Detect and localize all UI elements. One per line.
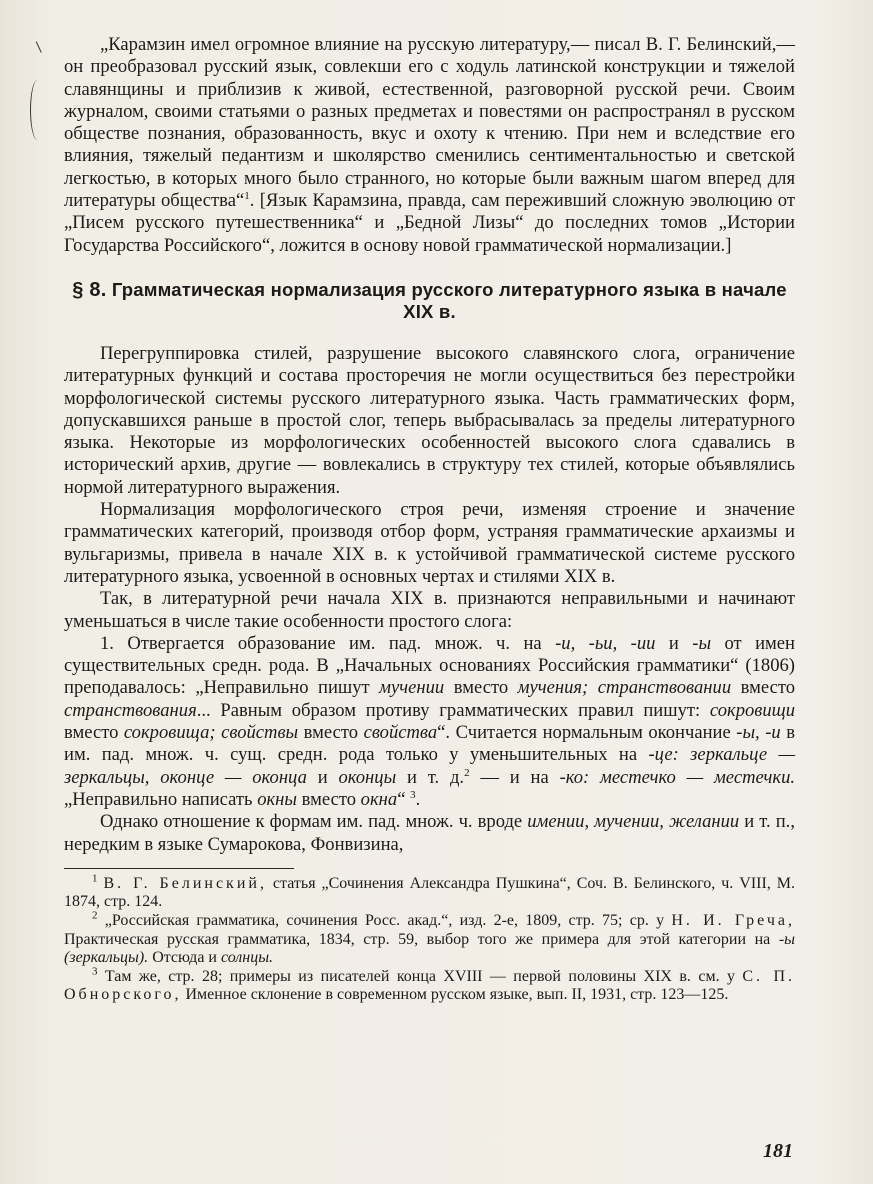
text-run: и т. д.	[396, 766, 465, 788]
footnote-number: 3	[92, 965, 98, 978]
text-run: „Неправильно написать	[64, 788, 258, 810]
intro-quote-text: „Карамзин имел огромное влияние на русскую литературу,— писал В. Г. Белинский,— он преобразовал русский язык, совлекши его с ходуль латинской конструкции и тяжелой славянщины и приблизив к живой, естественной, разговорной русской речи. Своим журналом, своими статьями о разных предметах и повестями он распространял в русском обществе познания, образованность, вкус и охоту к чтению. При нем и вследствие его влияния, тяжелый педантизм и школярство сменились сентиментальностью и светской легкостью, в которых много было странного, но которые были важным шагом вперед для литературы общества“	[64, 34, 795, 212]
italic-run: -ы, -и	[736, 722, 781, 744]
footnote-number: 2	[92, 909, 98, 922]
body-paragraph-1: Перегруппировка стилей, разрушение высокого славянского слога, ограничение литературных функций и состава просторечия не могли осуществиться без перестройки морфологической системы русского литературного языка. Часть грамматических форм, допускавшихся раньше в простой слог, теперь выбрасывалась за пределы литературного языка. Некоторые из морфологических особенностей высокого слога сдавались в исторический архив, другие — вовлекались в структуру тех стилей, которые объявлялись нормой литературного выражения.	[64, 342, 795, 498]
text-run: “. Считается нормальным окончание	[437, 722, 737, 744]
text-run: вместо	[444, 677, 518, 699]
body-paragraph-3: Так, в литературной речи начала XIX в. признаются неправильными и начинают уменьшаться в числе такие особенности простого слога:	[64, 588, 795, 632]
footnote-number: 1	[92, 872, 98, 885]
footnote-text: Практическая русская грамматика, 1834, стр. 59, выбор того же примера для этой категории на	[64, 930, 779, 948]
italic-run: окна	[360, 788, 398, 810]
footnote-author: С. П. Обнорского,	[64, 967, 796, 1004]
italic-run: сокровищи	[709, 699, 795, 721]
footnotes-block	[64, 872, 796, 1005]
footnote-author: В. Г. Белинский,	[103, 874, 267, 892]
margin-pencil-bracket	[30, 80, 45, 140]
section-heading	[64, 279, 795, 323]
text-run: .	[415, 788, 421, 810]
text-run: и	[306, 766, 339, 788]
italic-run: -ко: местечко — местечки.	[559, 766, 796, 788]
intro-paragraph	[64, 34, 795, 257]
footnote-text: Именное склонение в современном русском языке, вып. II, 1931, стр. 123—125.	[181, 986, 729, 1004]
italic-run: -ы (зеркальцы).	[64, 930, 795, 967]
text-run: ... Равным образом противу грамматических правил пишут:	[196, 699, 710, 721]
footnote-ref-2[interactable]: 2	[464, 766, 470, 779]
section-title: Грамматическая нормализация русского литературного языка в начале XIX в.	[111, 278, 787, 322]
text-run: 1. Отвергается образование им. пад. множ. ч. на	[100, 632, 556, 654]
italic-run: мучении	[379, 677, 445, 699]
text-run: вместо	[298, 722, 364, 744]
footnote-text: Там же, стр. 28; примеры из писателей конца XVIII — первой половины XIX в. см. у	[104, 967, 743, 985]
footnote-ref-3[interactable]: 3	[410, 788, 416, 801]
italic-run: мучения; странствовании	[517, 677, 732, 699]
text-run: вместо	[297, 788, 361, 810]
italic-run: сокровища; свойствы	[123, 722, 299, 744]
body-paragraph-5	[64, 811, 795, 856]
text-run: Однако отношение к формам им. пад. множ. ч. вроде	[100, 811, 528, 833]
italic-run: -ы	[692, 632, 712, 654]
margin-pencil-tick	[36, 39, 47, 52]
text-run: “	[397, 788, 411, 810]
italic-run: оконцы	[338, 766, 397, 788]
footnote-text: Отсюда и	[148, 949, 221, 967]
footnote-3	[64, 965, 796, 1005]
italic-run: -це: зеркальце — зеркальцы, оконце — оконца	[64, 744, 795, 788]
body-paragraph-2: Нормализация морфологического строя речи, изменяя строение и значение грамматических категорий, производя отбор форм, устраняя грамматические архаизмы и вульгаризмы, привела в начале XIX в. к устойчивой грамматической системе русского литературного языка, усвоенной в основных чертах и стилями XIX в.	[64, 499, 795, 587]
text-run: вместо	[731, 677, 796, 699]
text-run: в им. пад. множ. ч. сущ. средн. рода только у уменьшительных на	[64, 722, 795, 766]
italic-run: странствования	[64, 699, 197, 721]
footnote-text: статья „Сочинения Александра Пушкина“, Соч. В. Белинского, ч. VIII, М. 1874, стр. 124.	[64, 874, 796, 911]
intro-tail-text: . [Язык Карамзина, правда, сам переживший сложную эволюцию от „Писем русского путешественника“ и „Бедной Лизы“ до последних томов „Истории Государства Российского“, ложится в основу новой грамматической нормализации.]	[64, 190, 795, 256]
text-run: — и на	[469, 766, 560, 788]
italic-run: свойства	[363, 722, 438, 744]
footnote-rule	[64, 868, 294, 869]
footnote-1	[64, 872, 796, 912]
text-run: вместо	[64, 722, 124, 744]
page-number: 181	[763, 1140, 793, 1162]
text-run: и т. п., нередким в языке Сумарокова, Фонвизина,	[64, 811, 795, 855]
footnote-text: „Российская грамматика, сочинения Росс. акад.“, изд. 2-е, 1809, стр. 75; ср. у	[104, 911, 672, 929]
footnote-author: Н. И. Греча,	[671, 911, 796, 929]
italic-run: окны	[257, 788, 297, 810]
italic-run: имении, мучении, желании	[527, 811, 740, 833]
section-number: § 8.	[72, 278, 107, 301]
text-run: от имен существительных средн. рода. В „Начальных основаниях Российския грамматики“ (1806) преподавалось: „Неправильно пишут	[64, 632, 796, 699]
footnote-2	[64, 909, 796, 968]
body-paragraph-4	[64, 633, 795, 811]
text-run: и	[655, 632, 693, 654]
italic-run: солнцы.	[220, 949, 274, 967]
italic-run: -и, -ьи, -ии	[555, 632, 656, 654]
footnote-ref-1[interactable]: 1	[244, 189, 250, 202]
